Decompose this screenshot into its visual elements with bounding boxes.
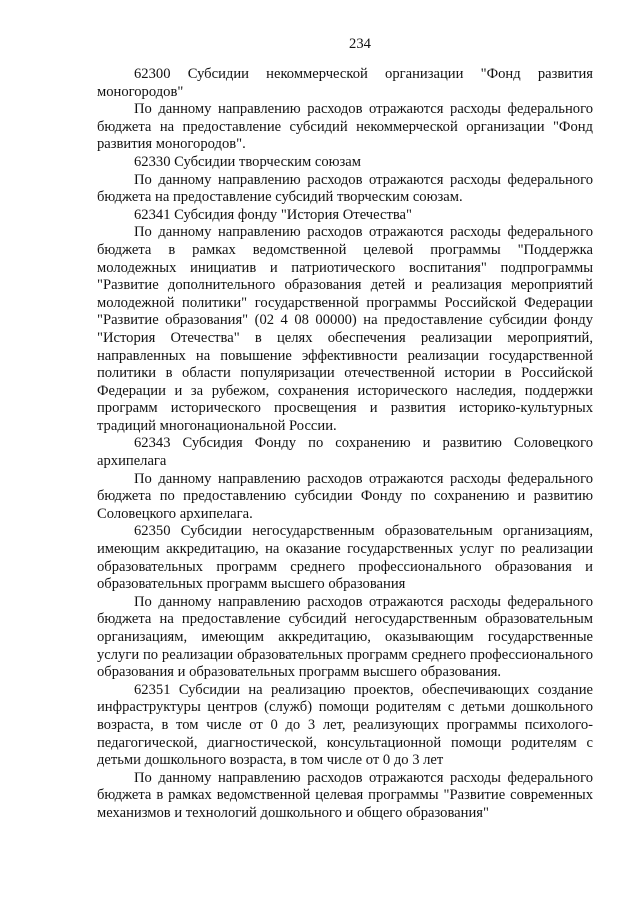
paragraph-62300-description: По данному направлению расходов отражаются расходы федерального бюджета на предоставление субсидий некоммерческой организации "Фонд развития моногородов". (97, 101, 593, 153)
heading-62350: 62350 Субсидии негосударственным образовательным организациям, имеющим аккредитацию, на оказание государственных услуг по реализации образовательных программ среднего профессионального образования и образовательных программ высшего образования (97, 523, 593, 593)
heading-62343: 62343 Субсидия Фонду по сохранению и развитию Соловецкого архипелага (97, 435, 593, 470)
heading-62341: 62341 Субсидия фонду "История Отечества" (134, 206, 412, 223)
document-page (97, 34, 593, 823)
heading-62300: 62300 Субсидии некоммерческой организации "Фонд развития моногородов" (97, 66, 593, 100)
paragraph-62350-description: По данному направлению расходов отражаются расходы федерального бюджета на предоставление субсидий негосударственным образовательным организациям, имеющим аккредитацию, оказывающим государственные услуги по реализации образовательных программ среднего профессионального образования и образовательных программ высшего образования. (97, 593, 593, 681)
paragraph-62330-description: По данному направлению расходов отражаются расходы федерального бюджета на предоставление субсидий творческим союзам. (97, 171, 593, 206)
heading-62351: 62351 Субсидии на реализацию проектов, обеспечивающих создание инфраструктуры центров (служб) помощи родителям с детьми дошкольного возраста, в том числе от 0 до 3 лет, реализующих программы психолого-педагогической, диагностической, консультационной помощи родителям с детьми дошкольного возраста, в том числе от 0 до 3 лет (97, 681, 593, 769)
paragraph-62343-description: По данному направлению расходов отражаются расходы федерального бюджета по предоставлению субсидии Фонду по сохранению и развитию Соловецкого архипелага. (97, 470, 593, 522)
page-number: 234 (349, 36, 371, 52)
paragraph-62351-description: По данному направлению расходов отражаются расходы федерального бюджета в рамках ведомственной целевая программы "Развитие современных механизмов и технологий дошкольного и общего образования" (97, 769, 593, 821)
heading-62330: 62330 Субсидии творческим союзам (134, 153, 362, 170)
paragraph-62341-description: По данному направлению расходов отражаются расходы федерального бюджета в рамках ведомственной целевой программы "Поддержка молодежных инициатив и патриотического воспитания" подпрограммы "Развитие дополнительного образования детей и реализация мероприятий молодежной политики" государственной программы Российской Федерации "Развитие образования" (02 4 08 00000) на предоставление субсидии фонду "История Отечества" в целях обеспечения реализации мероприятий, направленных на повышение эффективности реализации государственной политики в области популяризации отечественной истории в Российской Федерации и за рубежом, сохранения исторического наследия, поддержки программ исторического просвещения и развития историко-культурных традиций многонациональной России. (97, 224, 593, 434)
